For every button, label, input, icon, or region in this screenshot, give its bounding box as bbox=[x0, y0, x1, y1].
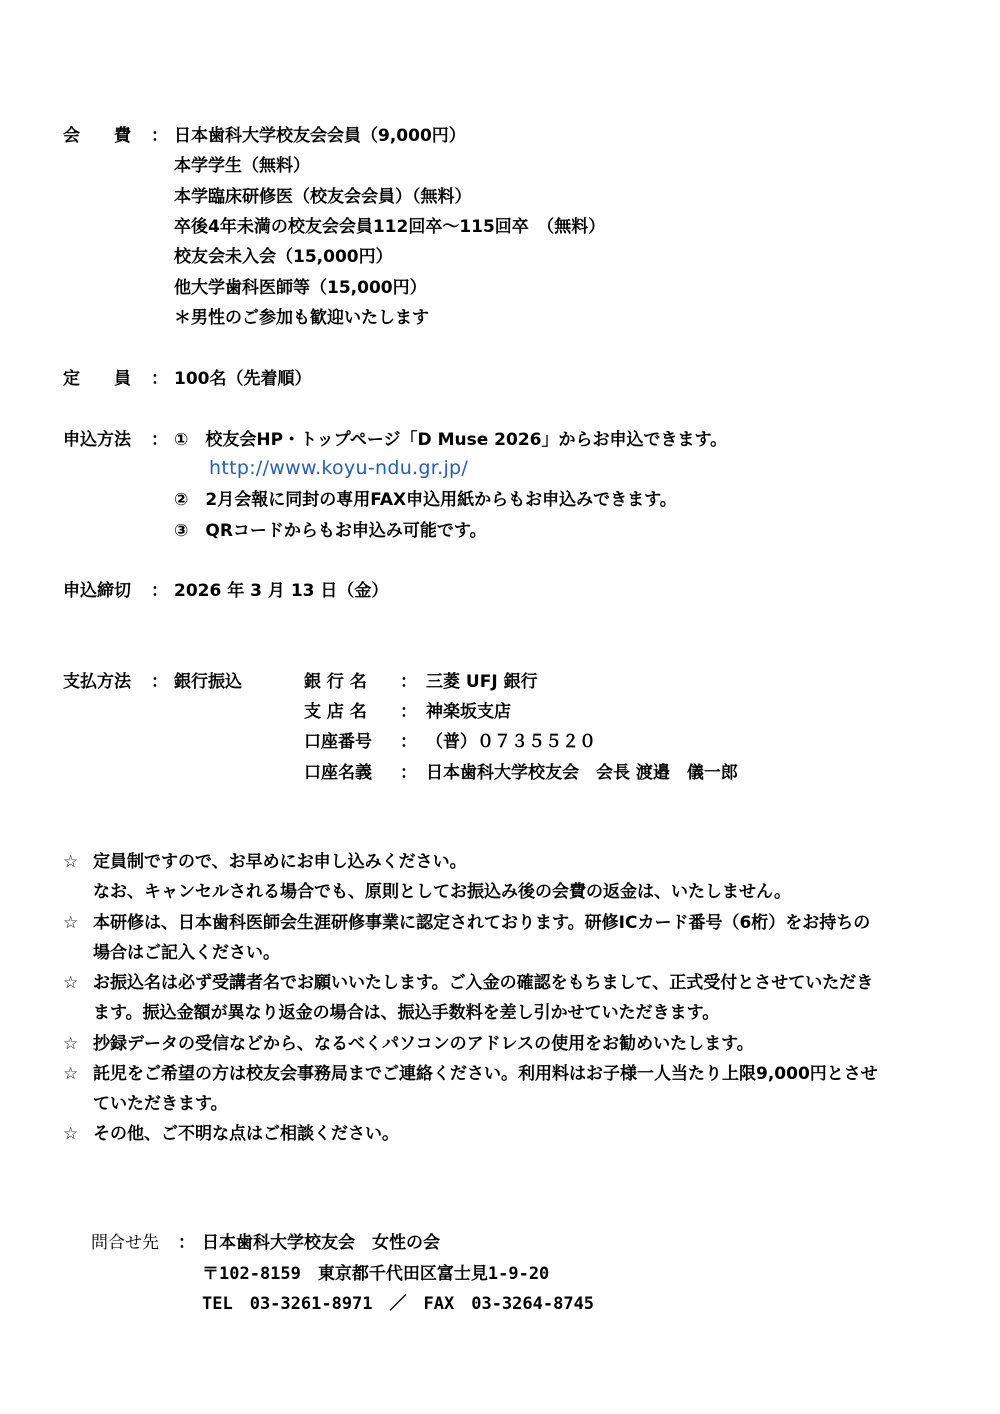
note-line: その他、ご不明な点はご相談ください。 bbox=[93, 1124, 399, 1144]
fee-colon: ： bbox=[151, 126, 168, 146]
bank-name-value: 三菱 UFJ 銀行 bbox=[426, 672, 538, 692]
contact-address: 〒102-8159 東京都千代田区富士見1-9-20 bbox=[202, 1264, 550, 1284]
contact-org: 日本歯科大学校友会 女性の会 bbox=[202, 1233, 440, 1253]
note-line: 託児をご希望の方は校友会事務局までご連絡ください。利用料はお子様一人当たり上限9,000円とさせ bbox=[93, 1064, 878, 1084]
branch-name-key: 支 店 名 bbox=[304, 702, 367, 722]
fee-item: 校友会未入会（15,000円） bbox=[174, 247, 393, 267]
application-item: ① 校友会HP・トップページ「D Muse 2026」からお申込できます。 bbox=[174, 430, 728, 450]
contact-phone: TEL 03-3261-8971 ／ FAX 03-3264-8745 bbox=[202, 1294, 595, 1314]
account-holder-key: 口座名義 bbox=[304, 763, 372, 783]
deadline-colon: ： bbox=[151, 581, 168, 601]
application-url-link[interactable]: http://www.koyu-ndu.gr.jp/ bbox=[209, 457, 469, 479]
note-line: ていただきます。 bbox=[93, 1094, 228, 1114]
fee-label: 会 費 bbox=[63, 126, 131, 146]
account-number-value: （普）０７３５５２０ bbox=[426, 732, 596, 752]
note-line: 抄録データの受信などから、なるべくパソコンのアドレスの使用をお勧めいたします。 bbox=[93, 1034, 754, 1054]
deadline-label: 申込締切 bbox=[63, 581, 131, 601]
note-line: 本研修は、日本歯科医師会生涯研修事業に認定されております。研修ICカード番号（6桁）をお持ちの bbox=[93, 913, 871, 933]
branch-name-colon: ： bbox=[400, 702, 417, 722]
account-holder-value: 日本歯科大学校友会 会長 渡邉 儀一郎 bbox=[426, 763, 738, 783]
star-icon: ☆ bbox=[63, 973, 79, 993]
application-label: 申込方法 bbox=[63, 430, 131, 450]
star-icon: ☆ bbox=[63, 1124, 79, 1144]
fee-note: ＊男性のご参加も歓迎いたします bbox=[174, 308, 429, 328]
fee-item: 日本歯科大学校友会会員（9,000円） bbox=[174, 126, 466, 146]
star-icon: ☆ bbox=[63, 852, 79, 872]
capacity-label: 定 員 bbox=[63, 369, 131, 389]
fee-item: 他大学歯科医師等（15,000円） bbox=[174, 278, 427, 298]
payment-method: 銀行振込 bbox=[174, 672, 242, 692]
bank-name-key: 銀 行 名 bbox=[304, 672, 367, 692]
account-holder-colon: ： bbox=[400, 763, 417, 783]
application-item: ② 2月会報に同封の専用FAX申込用紙からもお申込みできます。 bbox=[174, 490, 677, 510]
note-line: ます。振込金額が異なり返金の場合は、振込手数料を差し引かせていただきます。 bbox=[93, 1003, 720, 1023]
note-line: 定員制ですので、お早めにお申し込みください。 bbox=[93, 852, 467, 872]
note-line: なお、キャンセルされる場合でも、原則としてお振込み後の会費の返金は、いたしません。 bbox=[93, 882, 792, 902]
account-number-colon: ： bbox=[400, 732, 417, 752]
fee-item: 本学臨床研修医（校友会会員）（無料） bbox=[174, 187, 472, 207]
capacity-colon: ： bbox=[151, 369, 168, 389]
capacity-value: 100名（先着順） bbox=[174, 369, 312, 389]
contact-colon: ： bbox=[178, 1233, 195, 1253]
application-colon: ： bbox=[151, 430, 168, 450]
contact-label: 問合せ先 bbox=[91, 1233, 159, 1253]
application-item: ③ QRコードからもお申込み可能です。 bbox=[174, 521, 487, 541]
star-icon: ☆ bbox=[63, 913, 79, 933]
fee-item: 卒後4年未満の校友会会員112回卒～115回卒 （無料） bbox=[174, 217, 606, 237]
payment-colon: ： bbox=[151, 672, 168, 692]
fee-item: 本学学生（無料） bbox=[174, 156, 310, 176]
note-line: 場合はご記入ください。 bbox=[93, 943, 280, 963]
note-line: お振込名は必ず受講者名でお願いいたします。ご入金の確認をもちまして、正式受付とさせていただき bbox=[93, 973, 874, 993]
star-icon: ☆ bbox=[63, 1064, 79, 1084]
star-icon: ☆ bbox=[63, 1034, 79, 1054]
bank-name-colon: ： bbox=[400, 672, 417, 692]
deadline-value: 2026 年 3 月 13 日（金） bbox=[174, 581, 389, 601]
account-number-key: 口座番号 bbox=[304, 732, 372, 752]
payment-label: 支払方法 bbox=[63, 672, 131, 692]
branch-name-value: 神楽坂支店 bbox=[426, 702, 511, 722]
